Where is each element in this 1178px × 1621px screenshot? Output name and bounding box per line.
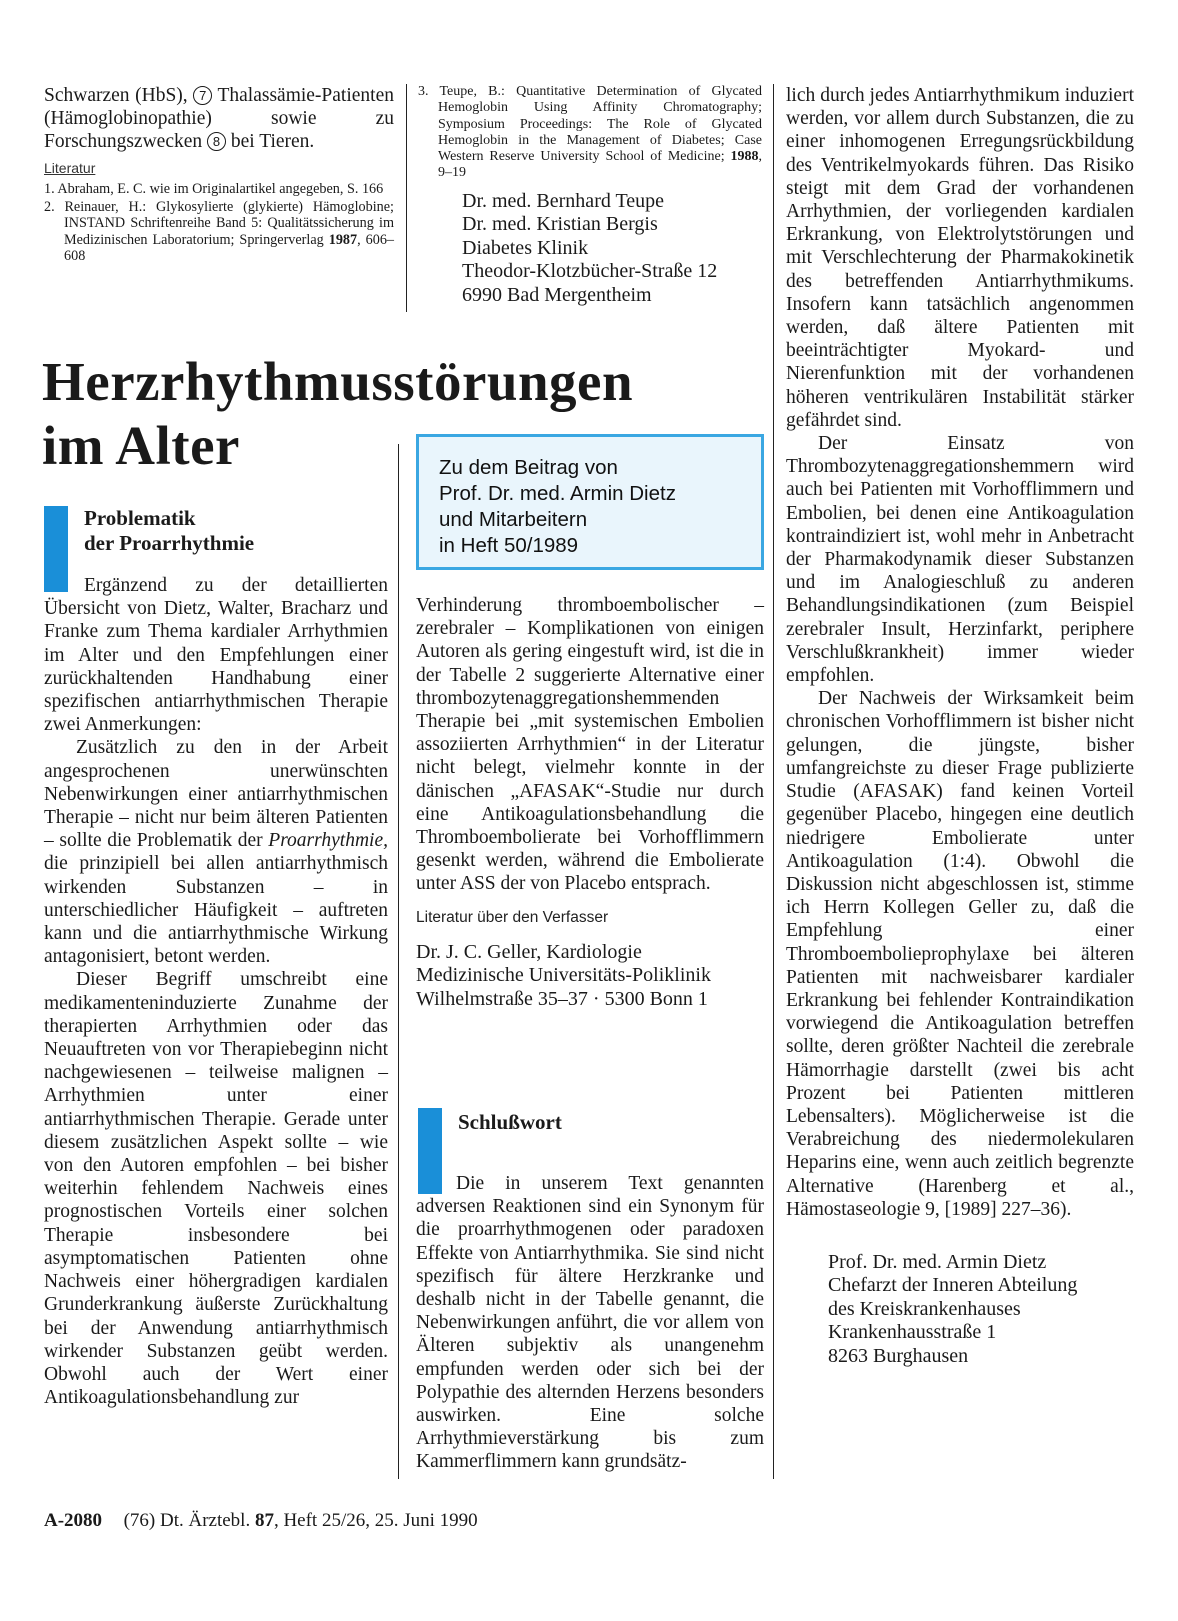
callout-line: Zu dem Beitrag von <box>439 456 618 479</box>
citation-prefix: (76) Dt. Ärztebl. <box>123 1510 251 1531</box>
author-address-dietz <box>828 1251 1134 1369</box>
section-heading-proarrhythmie <box>84 506 384 556</box>
col1-top-paragraph: Schwarzen (HbS), 7 Thalassämie-Patienten (Hämoglobinopathie) sowie zu Forschungszwecken 8 bei Tieren. <box>44 85 394 153</box>
body-paragraph: Verhinderung thromboembolischer – zerebraler – Komplikationen von einigen Autoren als gering eingestuft wird, ist die in der Tabelle 2 suggerierte Alternative einer thrombozytenaggregationshemmenden Therapie bei „mit systemischen Embolien assoziierten Arrhythmien“ in der Literatur nicht belegt, vielmehr konnte in der dänischen „AFASAK“-Studie nur durch eine Antikoagulationsbehandlung die Thromboembolierate bei Vorhofflimmern gesenkt werden, während die Embolierate unter ASS der von Placebo entsprach. <box>416 595 764 895</box>
circled-number-7: 7 <box>193 86 212 105</box>
address-line: 8263 Burghausen <box>828 1344 969 1367</box>
body-paragraph: Der Nachweis der Wirksamkeit beim chronischen Vorhofflimmern ist bisher nicht gelungen, die jüngste, bisher umfangreichste zu dieser Frage publizierte Studie (AFASAK) fand keinen Vorteil gegenüber Placebo, hingegen eine deutlich niedrigere Embolierate unter Antikoagulation (1:4). Obwohl die Diskussion nicht abgeschlossen ist, stimme ich Herrn Kollegen Geller zu, daß die Empfehlung einer Thromboembolieprophylaxe bei älteren Patienten mit nachweisbarer kardialer Erkrankung bei fehlender Kontraindikation vorwiegend die Antikoagulation betreffen sollte, deren größter Nachteil die zerebrale Hämorrhagie darstellt (zwei bis acht Prozent bei Patienten mittleren Lebensalters). Möglicherweise ist die Verabreichung des niedermolekularen Heparins eine, wenn auch zeitlich begrenzte Alternative (Harenberg et al., Hämostaseologie 9, [1989] 227–36). <box>786 688 1134 1220</box>
body-paragraph: Die in unserem Text genannten adversen Reaktionen sind ein Synonym für die proarrhythmogenen oder paradoxen Effekte von Antiarrhythmika. Sie sind nicht spezifisch für ältere Herzkranke und deshalb nicht in der Tabelle genannt, die Nebenwirkungen anführt, die vor allem von Älteren subjektiv als unangenehm empfunden werden oder sich bei der Polypathie des alternden Herzens besonders auswirken. Eine solche Arrhythmieverstärkung bis zum Kammerflimmern kann grundsätz- <box>416 1173 764 1473</box>
author-address-geller <box>416 941 764 1012</box>
address-line: Krankenhausstraße 1 <box>828 1321 997 1344</box>
column-divider <box>773 84 774 1479</box>
address-line: des Kreiskrankenhauses <box>828 1297 1021 1320</box>
body-paragraph: Dieser Begriff umschreibt eine medikamenteninduzierte Zunahme der therapierten Arrhythmien oder das Neuauftreten von vor Therapiebeginn nicht nachgewiesenen – teilweise malignen – Arrhythmien unter einer antiarrhythmischen Therapie. Gerade unter diesem zusätzlichen Aspekt sollte – wie von den Autoren empfohlen – bei bisher weiterhin fehlendem Nachweis eines prognostischen Vorteils einer solchen Therapie insbesondere bei asymptomatischen Patienten ohne Nachweis einer höhergradigen kardialen Grunderkrankung äußerste Zurückhaltung bei der Anwendung antiarrhythmisch wirkender Substanzen geübt werden. Obwohl auch der Wert einer Antikoagulationsbehandlung zur <box>44 969 388 1409</box>
column-divider <box>406 84 407 312</box>
heading-line: Schlußwort <box>458 1110 562 1134</box>
reference-3: 3. Teupe, B.: Quantitative Determination of Glycated Hemoglobin Using Affinity Chromatography; Symposium Proceedings: The Role of Glycated Hemoglobin in the Management of Diabetes; Case Western Reserve University School of Medicine; 1988, 9–19 <box>418 84 762 181</box>
body-paragraph: Ergänzend zu der detaillierten Übersicht von Dietz, Walter, Bracharz und Franke zum Thema kardialer Arrhythmien im Alter und den Empfehlungen einer zurückhaltenden Handhabung einer spezifischen antiarrhythmischen Therapie zwei Anmerkungen: <box>44 575 388 736</box>
page-footer <box>44 1510 744 1532</box>
col2-top <box>418 84 762 307</box>
address-line: Prof. Dr. med. Armin Dietz <box>828 1250 1047 1273</box>
address-line: Dr. J. C. Geller, Kardiologie <box>416 940 642 963</box>
col2-body <box>416 594 764 1011</box>
address-line: 6990 Bad Mergentheim <box>462 283 652 306</box>
callout-line: und Mitarbeitern <box>439 508 588 531</box>
citation-suffix: , Heft 25/26, 25. Juni 1990 <box>273 1510 478 1531</box>
address-line: Wilhelmstraße 35–37 · 5300 Bonn 1 <box>416 987 708 1010</box>
circled-number-8: 8 <box>207 132 226 151</box>
citation-volume: 87 <box>254 1510 274 1531</box>
callout-line: in Heft 50/1989 <box>439 534 579 557</box>
section-heading-schlusswort <box>458 1110 758 1135</box>
literature-note: Literatur über den Verfasser <box>416 908 609 926</box>
reference-1: 1. Abraham, E. C. wie im Originalartikel angegeben, S. 166 <box>44 180 384 197</box>
emphasized-term: Proarrhythmie, <box>268 830 388 852</box>
address-line: Medizinische Universitäts-Poliklinik <box>416 964 711 987</box>
callout-box <box>416 434 764 570</box>
author-address-teupe <box>462 190 762 308</box>
address-line: Chefarzt der Inneren Abteilung <box>828 1274 1078 1297</box>
col3-body <box>786 84 1134 1368</box>
callout-line: Prof. Dr. med. Armin Dietz <box>439 482 676 505</box>
col1-body <box>44 574 388 1409</box>
body-paragraph: Zusätzlich zu den in der Arbeit angesprochenen unerwünschten Nebenwirkungen einer antiarrhythmischen Therapie – nicht nur beim älteren Patienten – sollte die Problematik der Proarrhythmie, die prinzipiell bei allen antiarrhythmisch wirkenden Substanzen – in unterschiedlicher Häufigkeit – auftreten kann und die antiarrhythmische Wirkung antagonisiert, betont werden. <box>44 737 388 968</box>
heading-line: Problematik <box>84 506 196 530</box>
reference-year: 1987 <box>328 231 358 248</box>
title-line-1: Herzrhythmusstörungen <box>42 351 634 412</box>
col2-schlusswort <box>416 1172 764 1474</box>
body-paragraph: lich durch jedes Antiarrhythmikum induziert werden, vor allem durch Substanzen, die zu einer inhomogenen Erregungsrückbildung des Ventrikelmyokards führen. Das Risiko steigt mit dem Grad der vorhandenen Arrhythmien, der vorliegenden kardialen Erkrankung, von Elektrolytstörungen und mit Verschlechterung der Pharmakokinetik des betreffenden Antiarrhythmikums. Insofern kann tatsächlich angenommen werden, daß ältere Patienten mit beeinträchtigter Myokard- und Nierenfunktion mit der vorhandenen höheren ventrikulären Instabilität stärker gefährdet sind. <box>786 85 1134 431</box>
column-divider <box>398 444 399 1479</box>
address-line: Theodor-Klotzbücher-Straße 12 <box>462 260 718 283</box>
address-line: Diabetes Klinik <box>462 236 589 259</box>
heading-line: der Proarrhythmie <box>84 531 255 555</box>
body-paragraph: Der Einsatz von Thrombozytenaggregationshemmern wird auch bei Patienten mit Vorhofflimmern und Embolien, bei denen eine Antikoagulation kontraindiziert ist, wohl mehr in Anbetracht der Pharmakodynamik dieser Substanzen und im Analogieschluß zu anderen Behandlungsindikationen (zum Beispiel zerebraler Insult, Herzinfarkt, periphere Verschlußkrankheit) immer wieder empfohlen. <box>786 433 1134 687</box>
reference-year: 1988 <box>730 149 759 165</box>
title-line-2: im Alter <box>42 415 240 476</box>
col1-top <box>44 84 394 267</box>
address-line: Dr. med. Kristian Bergis <box>462 213 658 236</box>
page-number: A-2080 <box>44 1510 103 1531</box>
address-line: Dr. med. Bernhard Teupe <box>462 189 665 212</box>
reference-2: 2. Reinauer, H.: Glykosylierte (glykierte) Hämoglobine; INSTAND Schriftenreihe Band 5: Qualitätssicherung im Medizinischen Laboratorium; Springerverlag 1987, 606–608 <box>44 199 395 265</box>
literature-heading: Literatur <box>44 159 96 176</box>
